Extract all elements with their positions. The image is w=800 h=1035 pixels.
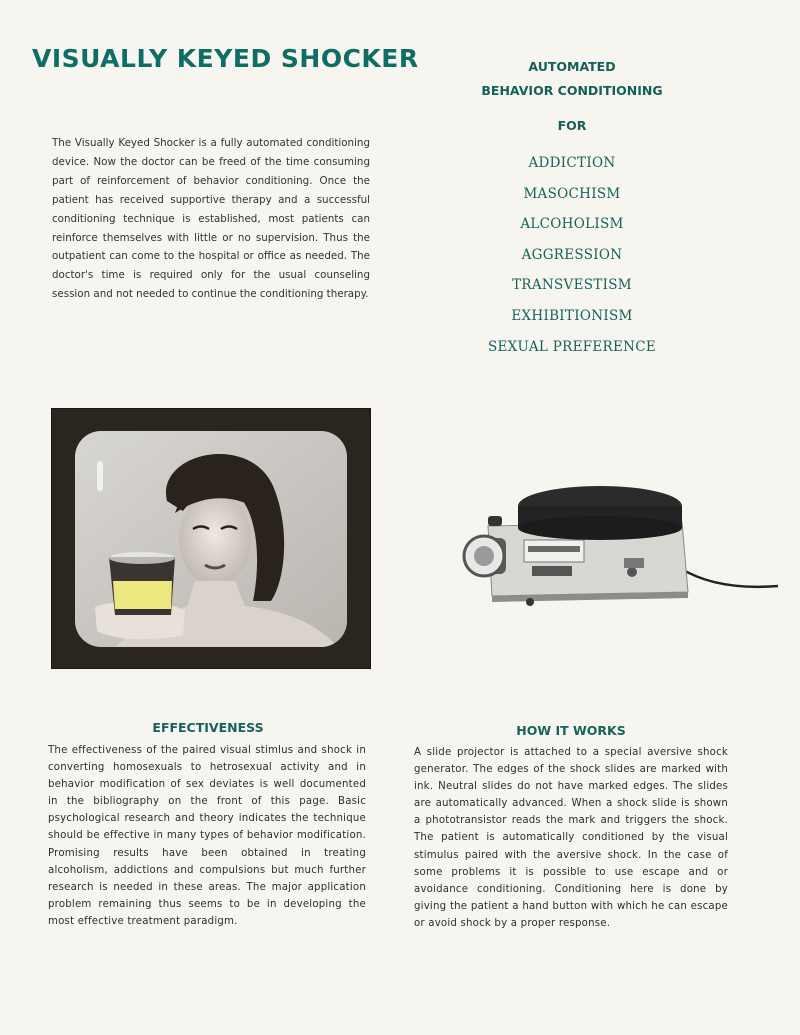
woman-portrait-icon <box>75 431 347 647</box>
list-item: TRANSVESTISM <box>512 277 632 294</box>
list-item: ALCOHOLISM <box>520 216 624 233</box>
list-item: ADDICTION <box>528 155 616 171</box>
heading-for: FOR <box>557 118 587 133</box>
list-item: MASOCHISM <box>523 185 621 202</box>
intro-paragraph: The Visually Keyed Shocker is a fully automated conditioning device. Now the doctor can be freed of the time consuming part of reinforcement of behavior conditioning. Once the patient has received supportive therapy and a successful conditioning technique is established, most patients can reinforce themselves with little or no supervision. Thus the outpatient can come to the hospital or office as needed. The doctor's time is required only for the usual counseling session and not needed to continue the conditioning therapy. <box>52 137 370 301</box>
list-item: AGGRESSION <box>521 246 623 263</box>
conditioning-uses-list <box>452 152 692 366</box>
how-it-works-paragraph: A slide projector is attached to a special aversive shock generator. The edges of the shock slides are marked with ink. Neutral slides do not have marked edges. The slides are automatically advanced. When a shock slide is shown a phototransistor reads the mark and triggers the shock. The patient is automatically conditioned by the visual stimulus paired with the aversive shock. In the case of some problems it is possible to use escape and or avoidance conditioning. Conditioning here is done by giving the patient a hand button with which he can escape or avoid shock by a proper response. <box>414 747 728 929</box>
projection-screen <box>75 431 347 647</box>
slide-projector-icon <box>452 476 782 606</box>
page-title: VISUALLY KEYED SHOCKER <box>32 44 419 73</box>
list-item: EXHIBITIONISM <box>511 307 633 324</box>
how-it-works-heading: HOW IT WORKS <box>516 723 626 738</box>
list-item: SEXUAL PREFERENCE <box>487 338 657 355</box>
effectiveness-paragraph: The effectiveness of the paired visual stimlus and shock in converting homosexuals to hetrosexual activity and in behavior modification of sex deviates is well documented in the bibliography on the front of this page. Basic psychological research and theory indicates the technique should be effective in many types of behavior modification. Promising results have been obtained in treating alcoholism, addictions and compulsions but much further research is needed in these areas. The major application problem remaining thus seems to be in developing the most effective treatment paradigm. <box>48 745 366 927</box>
photo-of-woman-with-drink <box>51 408 371 669</box>
heading-automated: AUTOMATED <box>528 59 616 74</box>
effectiveness-heading: EFFECTIVENESS <box>152 720 264 735</box>
heading-behavior-conditioning: BEHAVIOR CONDITIONING <box>481 83 663 98</box>
